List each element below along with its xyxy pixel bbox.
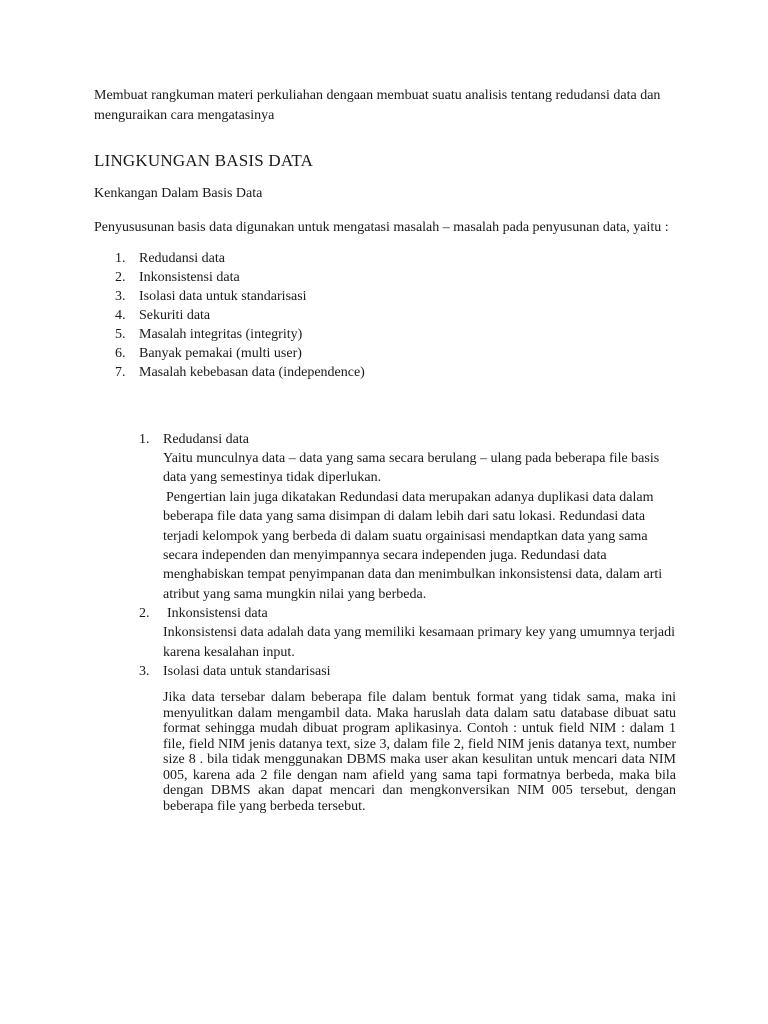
section-heading: LINGKUNGAN BASIS DATA <box>94 151 314 170</box>
list-item <box>94 306 676 325</box>
detail-item-inkonsistensi <box>94 604 676 662</box>
list-text: Inkonsistensi data <box>139 270 240 285</box>
list-item <box>94 268 676 287</box>
intro-paragraph: Membuat rangkuman materi perkuliahan dengaan membuat suatu analisis tentang redudansi data dan menguraikan cara mengatasinya <box>94 88 661 123</box>
list-item <box>94 249 676 268</box>
detail-item-isolasi <box>94 662 676 814</box>
detail-title: Inkonsistensi data <box>167 606 268 622</box>
subheading: Kenkangan Dalam Basis Data <box>94 186 263 201</box>
list-text: Redudansi data <box>139 251 225 266</box>
list-item <box>94 344 676 363</box>
detail-title: Redudansi data <box>163 432 249 447</box>
detail-number: 3. <box>139 664 150 680</box>
document-page <box>94 86 676 814</box>
list-number: 4. <box>115 308 126 323</box>
detail-number: 2. <box>139 606 150 622</box>
list-text: Banyak pemakai (multi user) <box>139 346 302 361</box>
list-number: 1. <box>115 251 126 266</box>
list-number: 3. <box>115 289 126 304</box>
detail-body: Pengertian lain juga dikatakan Redundasi data merupakan adanya duplikasi data dalam beberapa file data yang sama disimpan di dalam lebih dari satu lokasi. Redundasi data terjadi kelompok yang berbeda di dalam suatu orgainisasi mendaptkan data yang sama secara independen dan menyimpannya secara independen juga. Redundasi data menghabiskan tempat penyimpanan data dan menimbulkan inkonsistensi data, dalam arti atribut yang sama mungkin nilai yang berbeda. <box>163 489 663 602</box>
detail-body: Jika data tersebar dalam beberapa file dalam bentuk format yang tidak sama, maka ini menyulitkan dalam mengambil data. Maka haruslah data dalam satu database dibuat satu format sehingga mudah dibuat program aplikasinya. Contoh : untuk field NIM : dalam 1 file, field NIM jenis datanya text, size 3, dalam file 2, field NIM jenis datanya text, number size 8 . bila tidak menggunakan DBMS maka user akan kesulitan untuk mencari data NIM 005, karena ada 2 file dengan nam afield yang sama tapi formatnya berbeda, maka bila dengan DBMS akan dapat mencari dan mengkonversikan NIM 005 tersebut, dengan beberapa file yang berbeda tersebut. <box>163 690 676 814</box>
problems-paragraph: Penyususunan basis data digunakan untuk mengatasi masalah – masalah pada penyusunan data, yaitu : <box>94 220 669 235</box>
detail-number: 1. <box>139 432 150 447</box>
list-text: Masalah kebebasan data (independence) <box>139 365 365 380</box>
detail-list <box>94 430 676 814</box>
list-text: Masalah integritas (integrity) <box>139 327 303 342</box>
detail-body: Yaitu munculnya data – data yang sama secara berulang – ulang pada beberapa file basis data yang semestinya tidak diperlukan. <box>163 451 660 486</box>
detail-item-redudansi <box>94 430 676 604</box>
list-number: 2. <box>115 270 126 285</box>
list-number: 6. <box>115 346 126 361</box>
list-item <box>94 287 676 306</box>
list-number: 5. <box>115 327 126 342</box>
list-number: 7. <box>115 365 126 380</box>
list-text: Sekuriti data <box>139 308 211 323</box>
detail-body: Inkonsistensi data adalah data yang memiliki kesamaan primary key yang umumnya terjadi karena kesalahan input. <box>163 625 676 660</box>
list-item <box>94 363 676 382</box>
problems-list <box>94 249 676 382</box>
list-item <box>94 325 676 344</box>
detail-title: Isolasi data untuk standarisasi <box>163 664 331 680</box>
list-text: Isolasi data untuk standarisasi <box>139 289 307 304</box>
